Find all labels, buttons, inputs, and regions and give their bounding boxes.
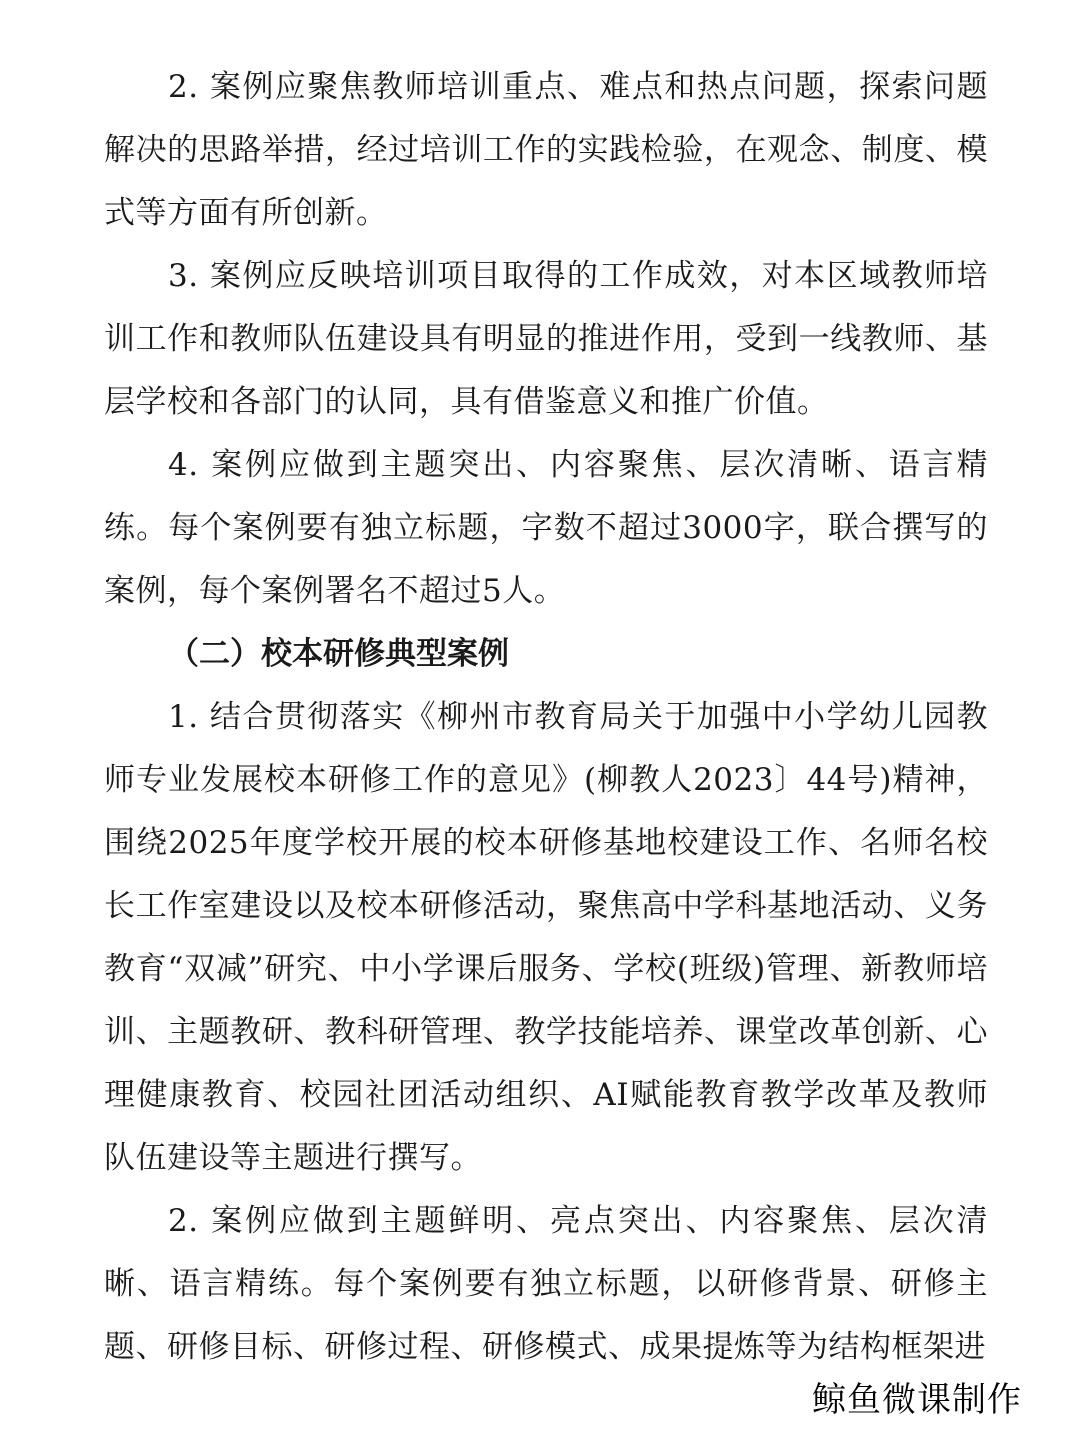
- paragraph-item-2-section2: 2. 案例应做到主题鲜明、亮点突出、内容聚焦、层次清晰、语言精练。每个案例要有独立标题，以研修背景、研修主题、研修目标、研修过程、研修模式、成果提炼等为结构框架进: [104, 1203, 988, 1365]
- paragraph-item-2-section1: 2. 案例应聚焦教师培训重点、难点和热点问题，探索问题解决的思路举措，经过培训工作的实践检验，在观念、制度、模式等方面有所创新。: [104, 69, 988, 231]
- paragraph-item-3-section1: 3. 案例应反映培训项目取得的工作成效，对本区域教师培训工作和教师队伍建设具有明显的推进作用，受到一线教师、基层学校和各部门的认同，具有借鉴意义和推广价值。: [104, 258, 988, 420]
- paragraph-item-4-section1: 4. 案例应做到主题突出、内容聚焦、层次清晰、语言精练。每个案例要有独立标题，字数不超过3000字，联合撰写的案例，每个案例署名不超过5人。: [104, 447, 988, 609]
- paragraph-item-1-section2: 1. 结合贯彻落实《柳州市教育局关于加强中小学幼儿园教师专业发展校本研修工作的意见》(柳教人2023〕44号)精神，围绕2025年度学校开展的校本研修基地校建设工作、名师名校长工作室建设以及校本研修活动，聚焦高中学科基地活动、义务教育“双减”研究、中小学课后服务、学校(班级)管理、新教师培训、主题教研、教科研管理、教学技能培养、课堂改革创新、心理健康教育、校园社团活动组织、AI赋能教育教学改革及教师队伍建设等主题进行撰写。: [104, 699, 988, 1176]
- section-heading-school-based-research: （二）校本研修典型案例: [168, 636, 509, 672]
- watermark-label: 鲸鱼微课制作: [812, 1380, 1022, 1420]
